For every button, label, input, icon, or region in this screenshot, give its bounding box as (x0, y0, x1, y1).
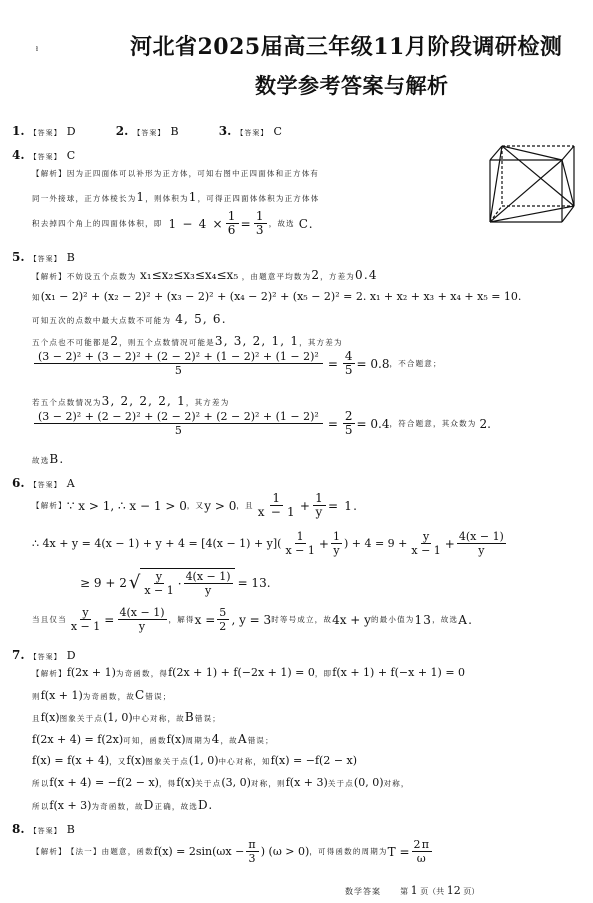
doc-subtitle: 数学参考答案与解析 (255, 73, 449, 98)
q5-line4: 五个点也不可能都是2，则五个点数情况可能是3, 3, 2, 1, 1，其方差为 (32, 334, 343, 348)
q5-line1: 【解析】不妨设五个点数为 x₁≤x₂≤x₃≤x₄≤x₅ ，由题意平均数为2，方差为0.4 (32, 268, 378, 282)
q5-variance-1: $\frac{\text{(3 − 2)² + (3 − 2)² + (2 − 2)² + (1 − 2)² + (1 − 2)²}}{5}$ = $\frac{4}{5}$ = 0.8 ，不合题意； (32, 350, 442, 377)
page-footer: 数学答案 第 1 页（共 12 页） (345, 884, 480, 897)
doc-title: 河北省2025届高三年级11月阶段调研检测 (130, 34, 563, 60)
q7-line3: 且f(x)图象关于点(1, 0)中心对称，故B错误； (32, 710, 221, 724)
q7-line2: 则f(x + 1)为奇函数，故C错误； (32, 688, 172, 702)
q4-line2: 同一外接球，正方体棱长为1，则体积为1，可得正四面体体积为正方体体 (32, 190, 320, 204)
q5-line5: 若五个点数情况为3, 2, 2, 2, 1，其方差为 (32, 394, 230, 408)
answers-1-3: 1. 【答案】 D 2. 【答案】 B 3. 【答案】 C (12, 124, 282, 138)
q7-line4: f(2x + 4) = f(2x)可知，函数f(x)周期为4，故A错误； (32, 732, 274, 746)
q6-line2: ∴ 4x + y = 4(x − 1) + y + 4 = [4(x − 1) + y]( $\frac{1}{x - 1}$ + $\frac{1}{y}$ ) + 4 = 9 + $\frac{y}{x - 1}$ + $\frac{4(x - 1)}{y}$ (32, 530, 504, 557)
q7-line1: 【解析】f(2x + 1)为奇函数，得f(2x + 1) + f(−2x + 1) = 0，即f(x + 1) + f(−x + 1) = 0 (32, 666, 466, 679)
q7-line7: 所以f(x + 3)为奇函数，故D正确，故选D. (32, 798, 214, 812)
q6-line3: ≥ 9 + 2 √ $\frac{y}{x - 1}$ · $\frac{4(x - 1)}{y}$ = 13. (80, 570, 271, 597)
q5-line3: 可知五次的点数中最大点数不可能为 4, 5, 6. (32, 312, 227, 326)
margin-mark: ł (36, 46, 38, 53)
q8-answer: 8. 【答案】 B (12, 822, 75, 836)
q4-line3: 积去掉四个角上的四面体体积，即 1 − 4 × $\frac{1}{6}$ = $\frac{1}{3}$ ，故选 C. (32, 209, 314, 237)
q4-line1: 【解析】因为正四面体可以补形为正方体，可知右图中正四面体和正方体有 (32, 169, 320, 178)
cube-tetrahedron-figure (482, 138, 582, 228)
q7-answer: 7. 【答案】 D (12, 648, 76, 662)
q8-line1: 【解析】 【法一】 由题意，函数 f(x) = 2sin(ωx − $\frac{\pi}{3}$ ) (ω > 0) ，可得函数的周期为 T = $\frac{2\pi}{\omega}$ (32, 838, 431, 865)
q5-line2: 知(x₁ − 2)² + (x₂ − 2)² + (x₃ − 2)² + (x₄ − 2)² + (x₅ − 2)² = 2. x₁ + x₂ + x₃ + x₄ + x₅ = 10. (32, 290, 522, 303)
q5-line6: 故选B. (32, 452, 65, 466)
q4-answer: 4. 【答案】 C (12, 148, 76, 162)
q7-line5: f(x) = f(x + 4)，又f(x)图象关于点(1, 0)中心对称，知f(x) = −f(2 − x) (32, 754, 358, 767)
q6-line4: 当且仅当 $\frac{y}{x - 1}$ = $\frac{4(x - 1)}{y}$ ，解得 x = $\frac{5}{2}$ , y = 3 时等号成立，故 4x + y 的最小值为 13 ，故选 A. (32, 606, 474, 633)
q5-answer: 5. 【答案】 B (12, 250, 75, 264)
q7-line6: 所以f(x + 4) = −f(2 − x)，得f(x)关于点(3, 0)对称，则f(x + 3)关于点(0, 0)对称， (32, 776, 410, 789)
q5-variance-2: $\frac{\text{(3 − 2)² + (2 − 2)² + (2 − 2)² + (2 − 2)² + (1 − 2)²}}{5}$ = $\frac{2}{5}$ = 0.4 ，符合题意，其众数为 2. (32, 410, 491, 437)
q6-line1: 【解析】 ∵ x > 1, ∴ x − 1 > 0 ，又 y > 0 ，且 $\frac{1}{x - 1}$ + $\frac{1}{y}$ = 1. (32, 491, 359, 519)
q6-answer: 6. 【答案】 A (12, 476, 75, 490)
